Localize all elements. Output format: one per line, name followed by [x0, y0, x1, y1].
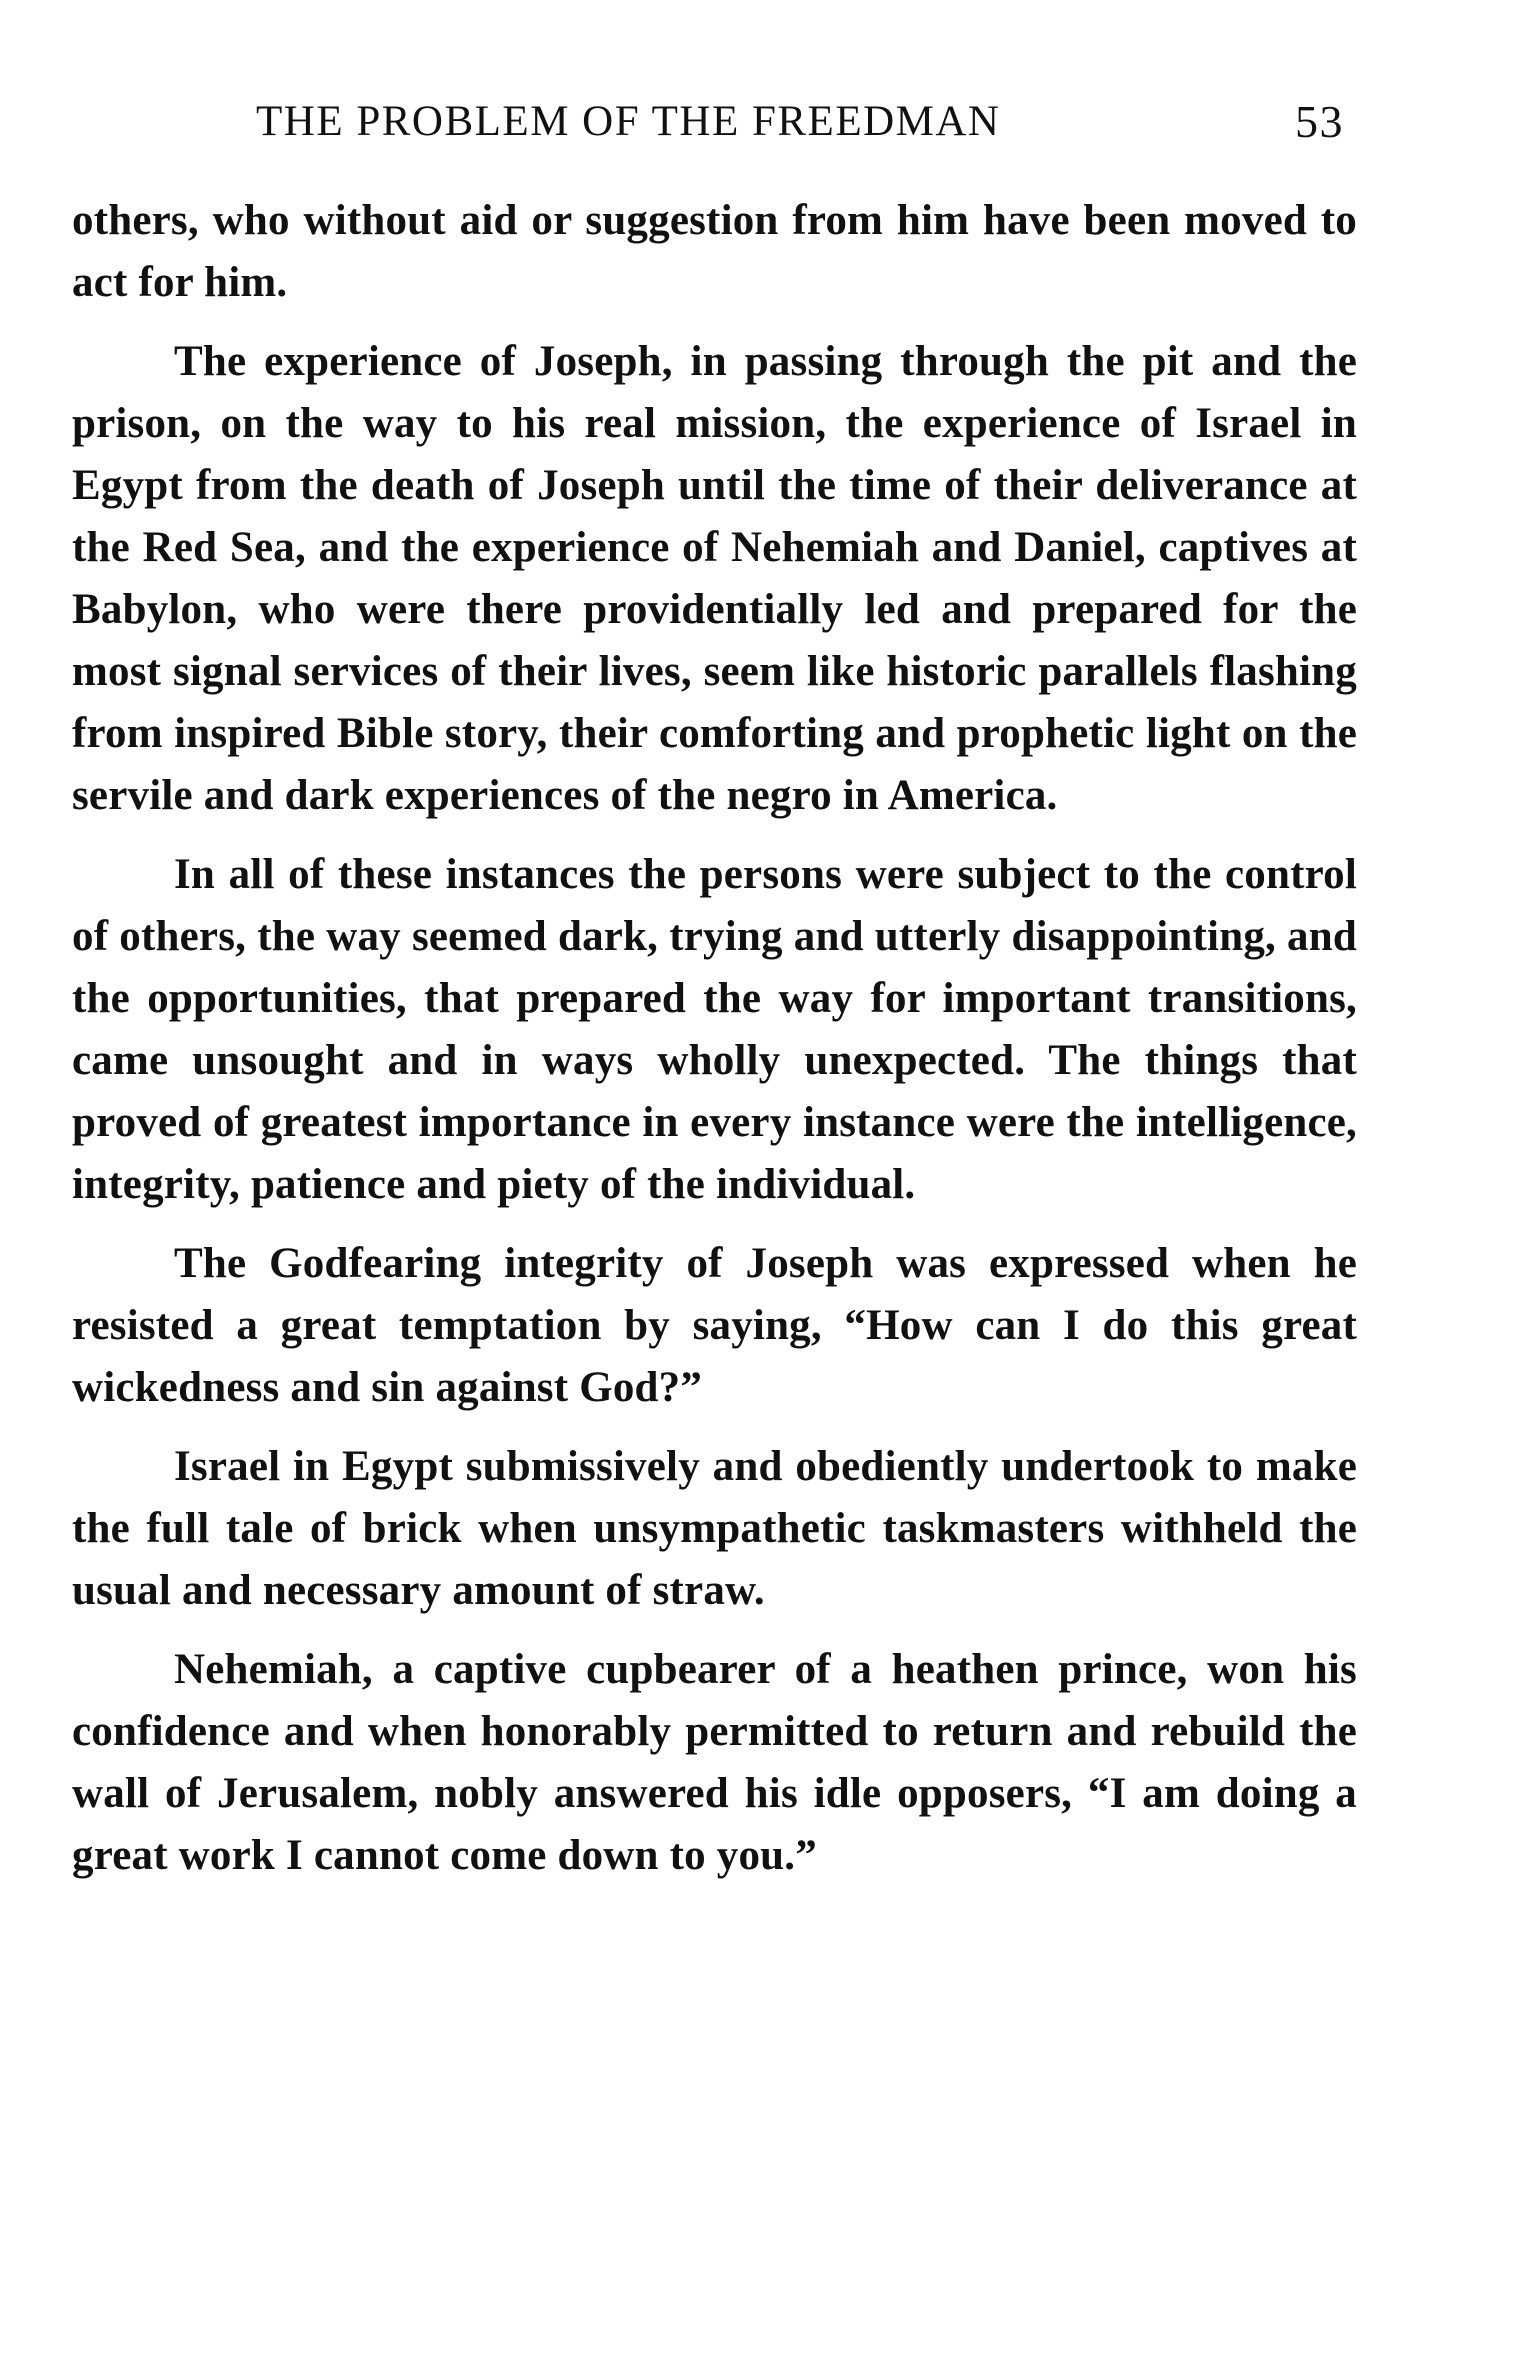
running-head [256, 92, 1356, 152]
running-title: THE PROBLEM OF THE FREEDMAN [256, 98, 1001, 145]
paragraph-instances: In all of these instances the persons were subject to the control of others, the way seemed dark, trying and utterly disappointing, and the opportunities, that prepared the way for important transitions, came unsought and in ways wholly unexpected. The things that proved of greatest importance in every instance were the intelligence, integrity, patience and piety of the individual. [72, 851, 1357, 1208]
paragraph-nehemiah: Nehemiah, a captive cupbearer of a heathen prince, won his confidence and when honorably permitted to return and rebuild the wall of Jerusalem, nobly answered his idle opposers, “I am doing a great work I cannot come down to you.” [72, 1646, 1357, 1879]
page-number: 53 [1295, 96, 1344, 147]
paragraph-continuation: others, who without aid or suggestion from him have been moved to act for him. [72, 197, 1357, 306]
paragraph-joseph-integrity: The Godfearing integrity of Joseph was expressed when he resisted a great temptation by saying, “How can I do this great wickedness and sin against God?” [72, 1240, 1357, 1411]
paragraph-israel-in-egypt: Israel in Egypt submissively and obediently undertook to make the full tale of brick when unsympathetic taskmasters withheld the usual and necessary amount of straw. [72, 1443, 1357, 1614]
paragraph-joseph-israel-experience: The experience of Joseph, in passing through the pit and the prison, on the way to his real mission, the experience of Israel in Egypt from the death of Joseph until the time of their deliverance at the Red Sea, and the experience of Nehemiah and Daniel, captives at Babylon, who were there providentially led and prepared for the most signal services of their lives, seem like historic parallels flashing from inspired Bible story, their comforting and prophetic light on the servile and dark experiences of the negro in America. [72, 338, 1357, 819]
body-text [72, 190, 1357, 1904]
